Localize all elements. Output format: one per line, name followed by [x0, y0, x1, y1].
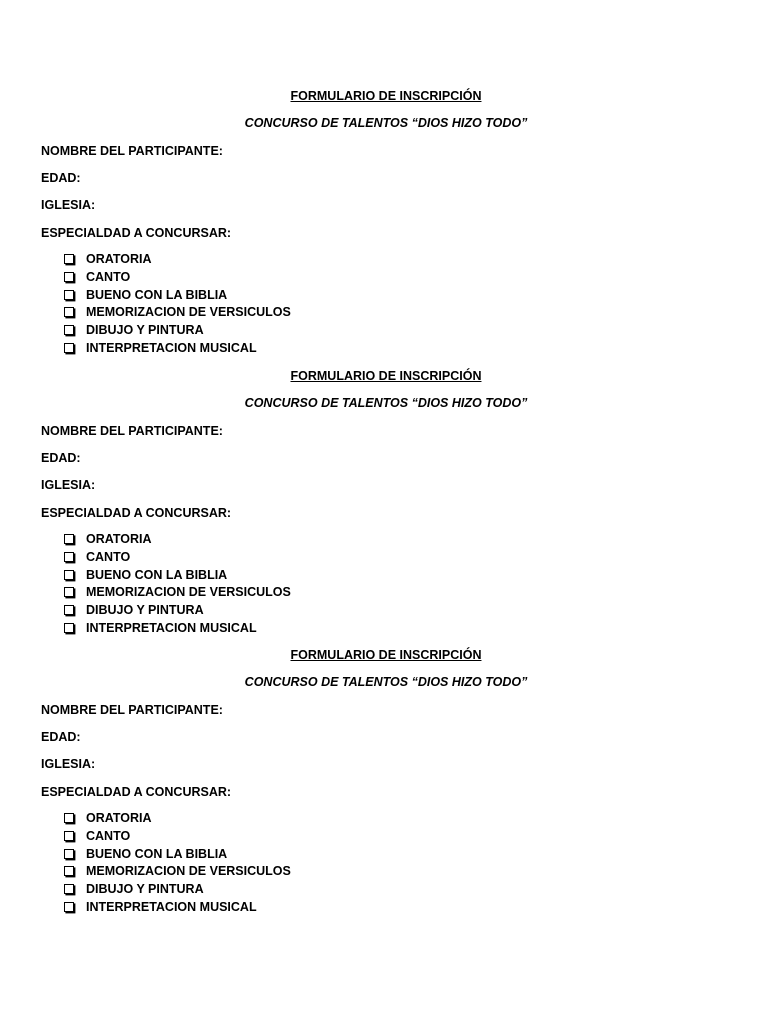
option-label: CANTO	[86, 549, 131, 564]
option-label: BUENO CON LA BIBLIA	[86, 567, 228, 582]
registration-form-1	[0, 88, 768, 368]
checkbox-icon[interactable]	[64, 587, 74, 597]
form-subtitle: CONCURSO DE TALENTOS “DIOS HIZO TODO”	[244, 396, 528, 410]
specialty-options	[64, 810, 291, 917]
checkbox-icon[interactable]	[64, 570, 74, 580]
form-title: FORMULARIO DE INSCRIPCIÓN	[290, 89, 482, 103]
option-label: DIBUJO Y PINTURA	[86, 603, 204, 618]
checkbox-icon[interactable]	[64, 813, 74, 823]
option-label: INTERPRETACION MUSICAL	[86, 620, 257, 635]
church-field[interactable]: IGLESIA:	[41, 478, 96, 492]
checkbox-icon[interactable]	[64, 605, 74, 615]
option-label: CANTO	[86, 828, 131, 843]
age-field[interactable]: EDAD:	[41, 451, 81, 465]
checkbox-icon[interactable]	[64, 884, 74, 894]
checkbox-icon[interactable]	[64, 290, 74, 300]
option-canto[interactable]	[64, 269, 291, 287]
option-oratoria[interactable]	[64, 810, 291, 828]
option-bueno-con-la-biblia[interactable]	[64, 287, 291, 305]
age-field[interactable]: EDAD:	[41, 171, 81, 185]
church-field[interactable]: IGLESIA:	[41, 757, 96, 771]
checkbox-icon[interactable]	[64, 343, 74, 353]
specialty-options	[64, 251, 291, 358]
form-title: FORMULARIO DE INSCRIPCIÓN	[290, 648, 482, 662]
option-interpretacion-musical[interactable]	[64, 620, 291, 638]
specialty-label: ESPECIALDAD A CONCURSAR:	[41, 226, 232, 240]
option-label: INTERPRETACION MUSICAL	[86, 899, 257, 914]
option-label: BUENO CON LA BIBLIA	[86, 287, 228, 302]
specialty-label: ESPECIALDAD A CONCURSAR:	[41, 506, 232, 520]
option-label: INTERPRETACION MUSICAL	[86, 340, 257, 355]
option-oratoria[interactable]	[64, 251, 291, 269]
option-label: BUENO CON LA BIBLIA	[86, 846, 228, 861]
checkbox-icon[interactable]	[64, 325, 74, 335]
option-label: MEMORIZACION DE VERSICULOS	[86, 305, 291, 320]
checkbox-icon[interactable]	[64, 623, 74, 633]
participant-name-field[interactable]: NOMBRE DEL PARTICIPANTE:	[41, 703, 223, 717]
checkbox-icon[interactable]	[64, 272, 74, 282]
checkbox-icon[interactable]	[64, 866, 74, 876]
option-canto[interactable]	[64, 828, 291, 846]
option-dibujo-y-pintura[interactable]	[64, 602, 291, 620]
option-label: ORATORIA	[86, 532, 152, 546]
specialty-options	[64, 531, 291, 638]
age-field[interactable]: EDAD:	[41, 730, 81, 744]
option-label: MEMORIZACION DE VERSICULOS	[86, 864, 291, 879]
option-dibujo-y-pintura[interactable]	[64, 881, 291, 899]
option-canto[interactable]	[64, 549, 291, 567]
registration-form-3	[0, 647, 768, 927]
option-label: ORATORIA	[86, 252, 152, 266]
option-dibujo-y-pintura[interactable]	[64, 322, 291, 340]
church-field[interactable]: IGLESIA:	[41, 198, 96, 212]
checkbox-icon[interactable]	[64, 552, 74, 562]
form-subtitle: CONCURSO DE TALENTOS “DIOS HIZO TODO”	[244, 116, 528, 130]
option-memorizacion[interactable]	[64, 863, 291, 881]
form-subtitle: CONCURSO DE TALENTOS “DIOS HIZO TODO”	[244, 675, 528, 689]
checkbox-icon[interactable]	[64, 902, 74, 912]
checkbox-icon[interactable]	[64, 831, 74, 841]
checkbox-icon[interactable]	[64, 254, 74, 264]
option-bueno-con-la-biblia[interactable]	[64, 846, 291, 864]
option-label: MEMORIZACION DE VERSICULOS	[86, 585, 291, 600]
option-label: DIBUJO Y PINTURA	[86, 323, 204, 338]
checkbox-icon[interactable]	[64, 534, 74, 544]
option-oratoria[interactable]	[64, 531, 291, 549]
option-label: ORATORIA	[86, 811, 152, 825]
checkbox-icon[interactable]	[64, 849, 74, 859]
registration-form-2	[0, 368, 768, 648]
option-interpretacion-musical[interactable]	[64, 899, 291, 917]
option-memorizacion[interactable]	[64, 584, 291, 602]
option-bueno-con-la-biblia[interactable]	[64, 567, 291, 585]
option-label: DIBUJO Y PINTURA	[86, 882, 204, 897]
participant-name-field[interactable]: NOMBRE DEL PARTICIPANTE:	[41, 424, 223, 438]
option-label: CANTO	[86, 269, 131, 284]
form-title: FORMULARIO DE INSCRIPCIÓN	[290, 369, 482, 383]
participant-name-field[interactable]: NOMBRE DEL PARTICIPANTE:	[41, 144, 223, 158]
checkbox-icon[interactable]	[64, 307, 74, 317]
specialty-label: ESPECIALDAD A CONCURSAR:	[41, 785, 232, 799]
option-memorizacion[interactable]	[64, 304, 291, 322]
option-interpretacion-musical[interactable]	[64, 340, 291, 358]
